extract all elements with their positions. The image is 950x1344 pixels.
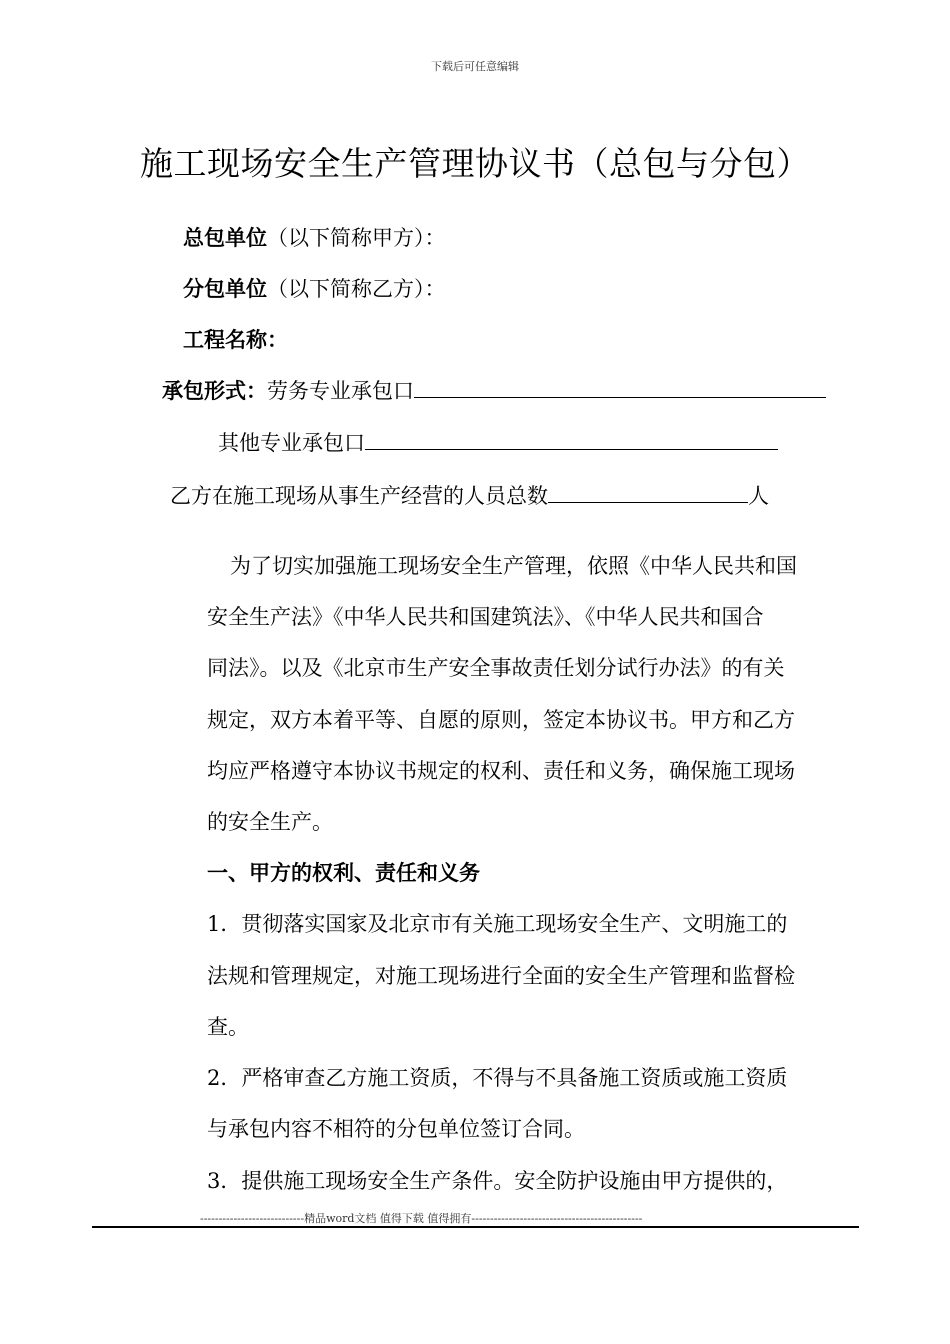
subcontractor-label: 分包单位 (183, 277, 267, 301)
item-line: 1．贯彻落实国家及北京市有关施工现场安全生产、文明施工的 (207, 912, 788, 936)
intro-line: 同法》。以及《北京市生产安全事故责任划分试行办法》的有关 (207, 656, 785, 680)
item-line: 法规和管理规定，对施工现场进行全面的安全生产管理和监督检 (207, 964, 795, 988)
contractor-note: （以下简称甲方）： (267, 226, 446, 250)
intro-line: 均应严格遵守本协议书规定的权利、责任和义务，确保施工现场 (207, 759, 795, 783)
subcontractor-field (183, 273, 446, 303)
form-label: 承包形式： (162, 379, 267, 403)
form-field (162, 375, 826, 405)
form-option1: 劳务专业承包口 (267, 379, 414, 403)
form-option2-blank (365, 427, 778, 450)
form-field-2 (218, 427, 778, 457)
item-line: 查。 (207, 1015, 249, 1039)
intro-line: 规定，双方本着平等、自愿的原则，签定本协议书。甲方和乙方 (207, 708, 795, 732)
staff-blank (548, 480, 748, 503)
staff-field (170, 480, 769, 510)
intro-line: 的安全生产。 (207, 810, 333, 834)
contractor-label: 总包单位 (183, 226, 267, 250)
item-line: 3．提供施工现场安全生产条件。安全防护设施由甲方提供的， (207, 1169, 788, 1193)
intro-line: 安全生产法》《中华人民共和国建筑法》、《中华人民共和国合 (207, 605, 764, 629)
project-field (183, 324, 288, 354)
item-line: 与承包内容不相符的分包单位签订合同。 (207, 1117, 585, 1141)
item-line: 2．严格审查乙方施工资质，不得与不具备施工资质或施工资质 (207, 1066, 788, 1090)
subcontractor-note: （以下简称乙方）： (267, 277, 446, 301)
contractor-field (183, 222, 446, 252)
section-heading: 一、甲方的权利、责任和义务 (207, 861, 480, 885)
staff-text: 乙方在施工现场从事生产经营的人员总数 (170, 484, 548, 508)
header-note: 下载后可任意编辑 (431, 60, 519, 73)
intro-line: 为了切实加强施工现场安全生产管理，依照《中华人民共和国 (230, 554, 797, 578)
footer-divider (92, 1226, 859, 1228)
footer-note: ----------------------------精品word文档 值得下载 值得拥有---------------------------------------------- (200, 1212, 643, 1225)
form-option1-blank (414, 375, 826, 398)
page-title: 施工现场安全生产管理协议书（总包与分包） (140, 144, 810, 183)
form-option2: 其他专业承包口 (218, 431, 365, 455)
project-label: 工程名称： (183, 328, 288, 352)
staff-unit: 人 (748, 484, 769, 508)
